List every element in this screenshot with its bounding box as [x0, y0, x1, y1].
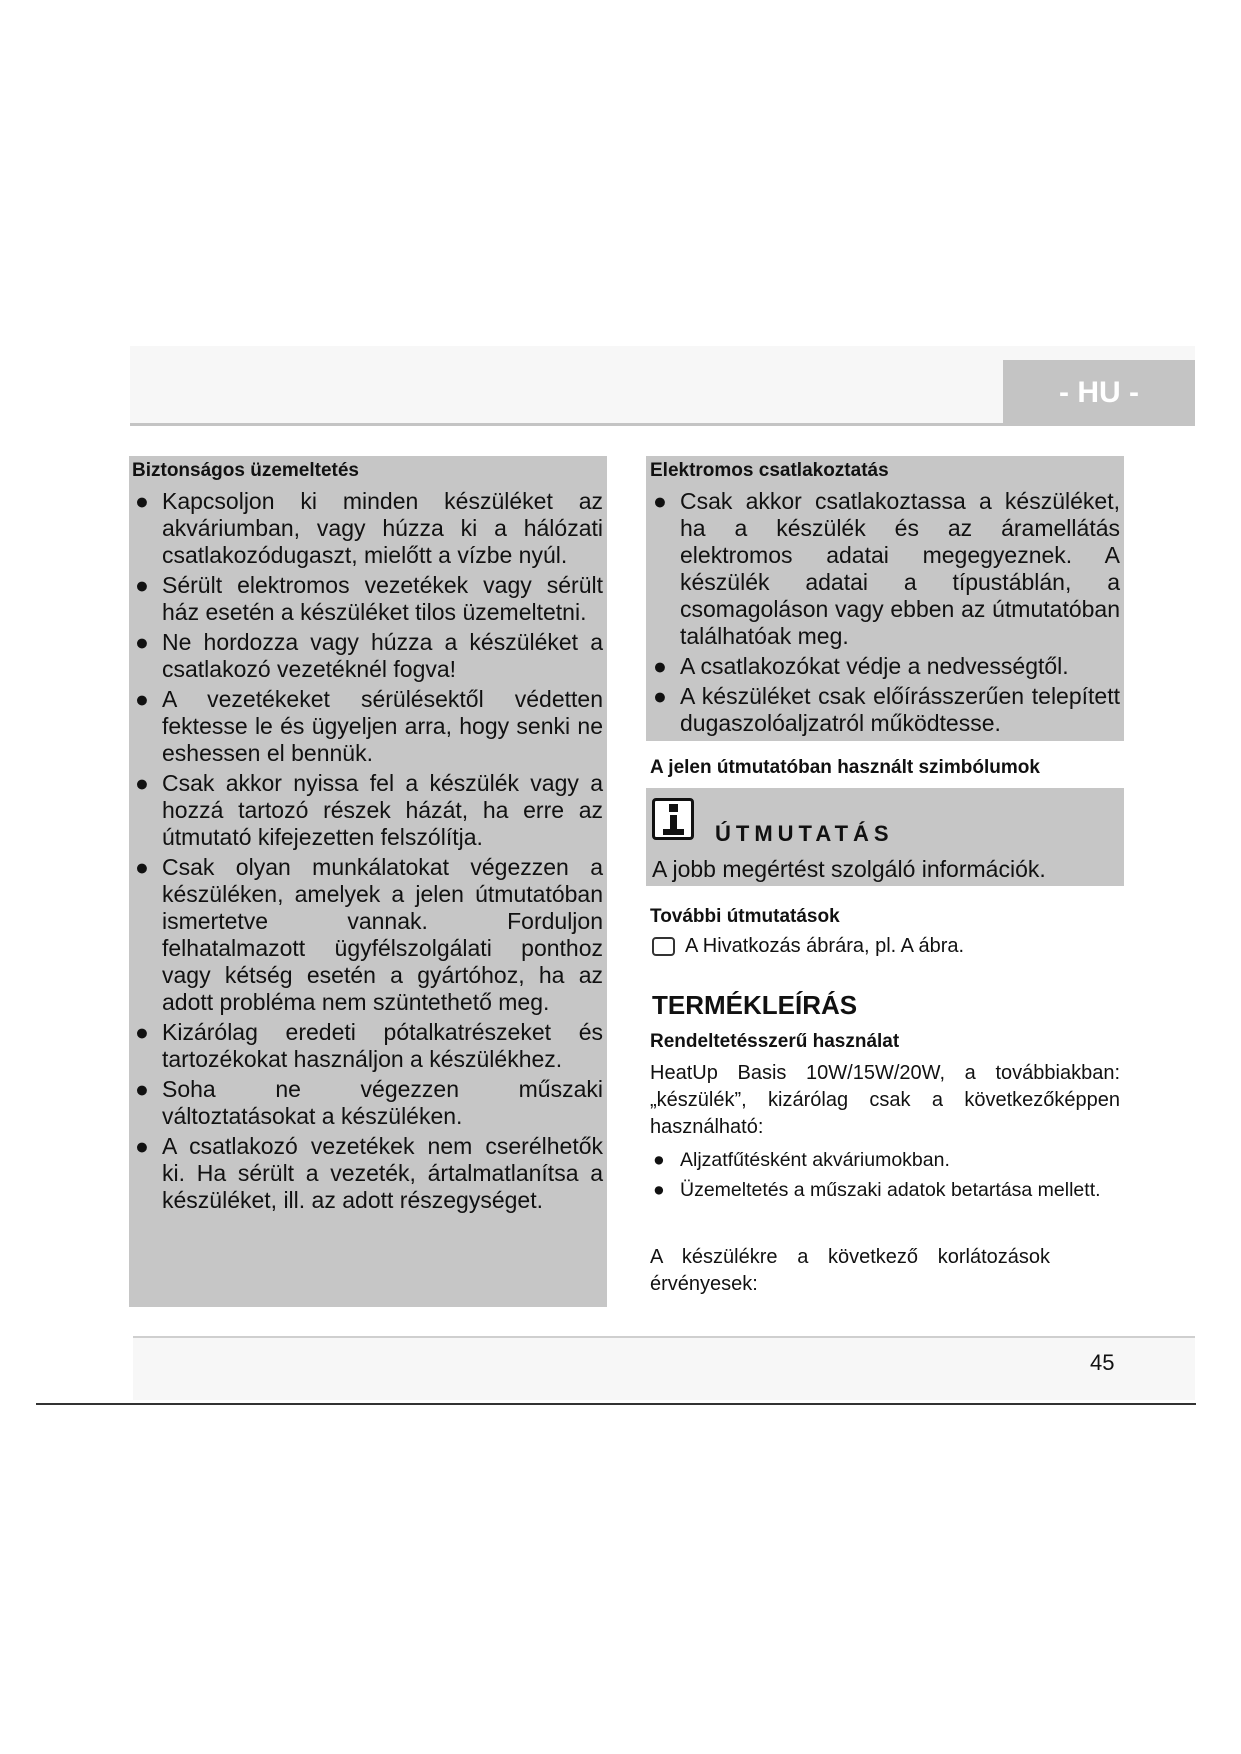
list-item: ● Ne hordozza vagy húzza a készüléket a csatlakozó vezetéknél fogva! [135, 629, 603, 682]
reference-text: A Hivatkozás ábrára, pl. A ábra. [685, 935, 965, 957]
bullet-icon: ● [135, 854, 149, 880]
list-item: ● Csak akkor csatlakoztassa a készüléket, ha a készülék és az áramellátás elektromos adatai megegyeznek. A készülék adatai a típustáblán, a csomagoláson vagy ebben az útmutatóban találhatóak meg. [653, 488, 1120, 649]
footer-divider [133, 1336, 1195, 1338]
bullet-icon: ● [653, 653, 667, 679]
list-item: ● A vezetékeket sérülésektől védetten fektesse le és ügyeljen arra, hogy senki ne eshessen el bennük. [135, 686, 603, 766]
safety-heading: Biztonságos üzemeltetés [132, 460, 359, 481]
use-heading: Rendeltetésszerű használat [650, 1031, 900, 1052]
list-item: ● Kapcsoljon ki minden készüléket az akváriumban, vagy húzza ki a hálózati csatlakozódugaszt, mielőtt a vízbe nyúl. [135, 488, 603, 568]
product-title: TERMÉKLEÍRÁS [652, 990, 858, 1020]
bullet-icon: ● [135, 1076, 149, 1102]
safety-list [132, 488, 603, 1217]
list-item: ● A csatlakozó vezetékek nem cserélhetők ki. Ha sérült a vezeték, ártalmatlanítsa a készüléket, ill. az adott részegységet. [135, 1133, 603, 1213]
figure-reference-icon [652, 937, 675, 956]
symbols-heading: A jelen útmutatóban használt szimbólumok [650, 757, 1040, 778]
list-item: ● Sérült elektromos vezetékek vagy sérült ház esetén a készüléket tilos üzemeltetni. [135, 572, 603, 625]
list-item: ● Aljzatfűtésként akváriumokban. [653, 1149, 950, 1171]
list-item: ● Üzemeltetés a műszaki adatok betartása mellett. [653, 1179, 1101, 1201]
use-list [650, 1148, 1120, 1208]
bullet-icon: ● [653, 488, 667, 514]
bullet-icon: ● [135, 488, 149, 514]
header-divider [130, 423, 1195, 426]
bullet-icon: ● [653, 683, 667, 709]
list-item: ● Csak akkor nyissa fel a készülék vagy a hozzá tartozó részek házát, ha erre az útmutató kifejezetten felszólítja. [135, 770, 603, 850]
bullet-icon: ● [653, 1149, 665, 1171]
language-tab: - HU - [1003, 360, 1195, 426]
bullet-icon: ● [135, 572, 149, 598]
bullet-icon: ● [135, 1133, 149, 1159]
bullet-icon: ● [135, 686, 149, 712]
list-item: ● Csak olyan munkálatokat végezzen a készüléken, amelyek a jelen útmutatóban ismertetve vannak. Forduljon felhatalmazott ügyfélszolgálati ponthoz vagy kétség esetén a gyártóhoz, ha az adott probléma nem szüntethető meg. [135, 854, 603, 1015]
bullet-icon: ● [135, 629, 149, 655]
electrical-list [650, 488, 1120, 740]
bottom-divider [36, 1403, 1196, 1405]
footer-band [133, 1338, 1195, 1400]
bullet-icon: ● [135, 1019, 149, 1045]
further-heading: További útmutatások [650, 906, 840, 927]
bullet-icon: ● [135, 770, 149, 796]
use-intro: HeatUp Basis 10W/15W/20W, a továbbiakban: „készülék”, kizárólag csak a következőképpen használható: [650, 1062, 1120, 1138]
info-icon [652, 798, 694, 840]
restrictions-intro: A készülékre a következő korlátozások érvényesek: [650, 1246, 1050, 1295]
list-item: ● Kizárólag eredeti pótalkatrészeket és tartozékokat használjon a készülékhez. [135, 1019, 603, 1072]
electrical-heading: Elektromos csatlakoztatás [650, 460, 889, 481]
list-item: ● A csatlakozókat védje a nedvességtől. [653, 653, 1069, 679]
bullet-icon: ● [653, 1179, 665, 1201]
guide-text: A jobb megértést szolgáló információk. [652, 856, 1046, 882]
list-item: ● Soha ne végezzen műszaki változtatásokat a készüléken. [135, 1076, 603, 1129]
list-item: ● A készüléket csak előírásszerűen telepített dugaszolóaljzatról működtesse. [653, 683, 1120, 736]
reference-row [652, 935, 964, 958]
page-number: 45 [1090, 1350, 1115, 1375]
guide-title: ÚTMUTATÁS [715, 821, 894, 846]
